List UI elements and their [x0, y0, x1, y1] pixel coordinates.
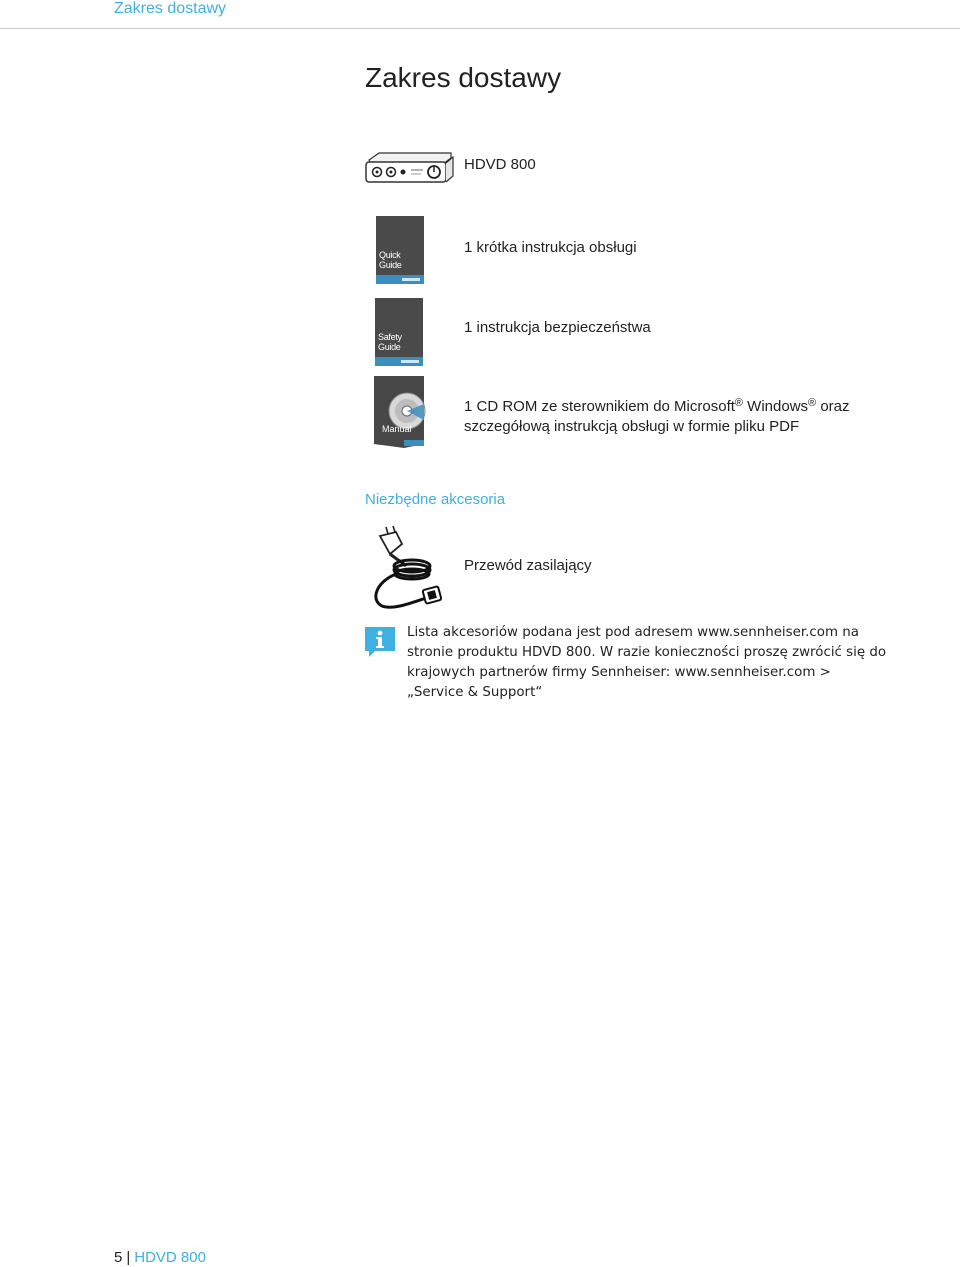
- safety-guide-booklet-label: Safety Guide: [378, 332, 402, 352]
- booklet-band: [375, 357, 423, 366]
- page-footer: [114, 1249, 206, 1266]
- running-head: Zakres dostawy: [114, 0, 227, 17]
- info-note-text: Lista akcesoriów podana jest pod adresem www.sennheiser.com na stronie produktu HDVD 800. W razie konieczności proszę zwrócić się do krajowych partnerów firmy Sennheiser: www.sennheiser.com > „Service & Support“: [407, 625, 887, 700]
- item-hdvd800-label: HDVD 800: [464, 156, 536, 173]
- accessories-heading: Niezbędne akcesoria: [365, 491, 506, 508]
- quick-guide-booklet-label: Quick Guide: [379, 250, 402, 270]
- booklet-band: [376, 275, 424, 284]
- manual-booklet-label: Manual: [382, 424, 412, 434]
- footer-separator: |: [126, 1249, 131, 1266]
- safety-guide-booklet-icon: [375, 298, 423, 366]
- power-cable-icon: [368, 524, 448, 614]
- amplifier-device-icon: [363, 150, 457, 186]
- item-quick-guide-label: 1 krótka instrukcja obsługi: [464, 239, 637, 256]
- item-cd-rom-label: 1 CD ROM ze sterownikiem do Microsoft® Windows® oraz szczegółową instrukcją obsługi w formie pliku PDF: [464, 397, 850, 435]
- info-icon: [365, 627, 395, 657]
- footer-product-name: HDVD 800: [134, 1249, 206, 1266]
- page-title: Zakres dostawy: [365, 62, 562, 93]
- item-power-cable-label: Przewód zasilający: [464, 557, 592, 574]
- item-safety-guide-label: 1 instrukcja bezpieczeństwa: [464, 319, 651, 336]
- quick-guide-booklet-icon: [376, 216, 424, 284]
- manual-cd-icon: [374, 376, 426, 448]
- header-divider: [0, 28, 960, 29]
- page-number: 5: [114, 1249, 123, 1266]
